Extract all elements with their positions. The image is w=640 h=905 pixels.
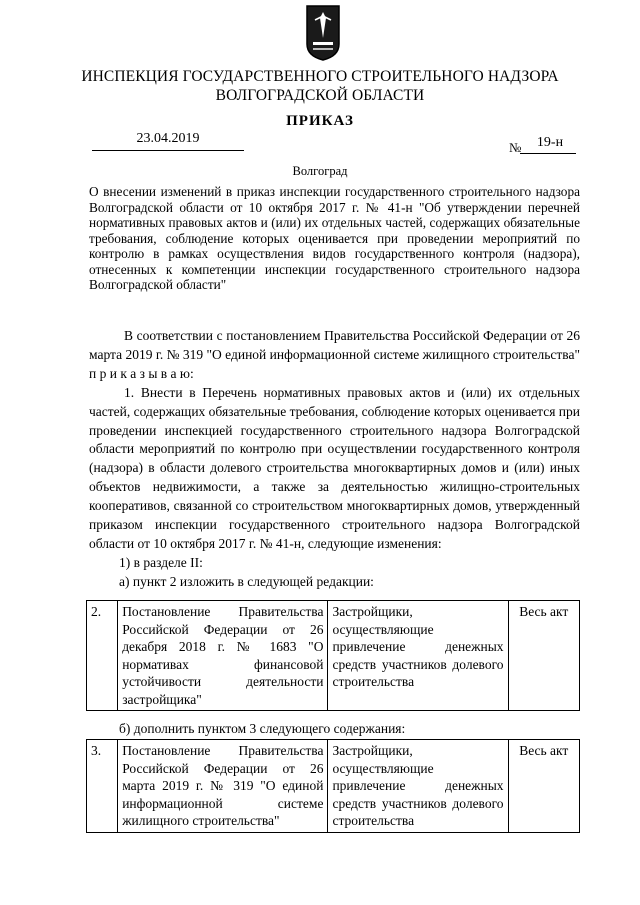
document-number: 19-н [536, 135, 564, 150]
document-city: Волгоград [292, 164, 348, 178]
table-row [87, 601, 580, 711]
number-underline [520, 153, 576, 154]
table-row [87, 740, 580, 833]
document-subject [89, 184, 580, 293]
table-item-2 [86, 600, 580, 711]
preamble-paragraph: В соответствии с постановлением Правительства Российской Федерации от 26 марта 2019 г. № 319 "О единой информационной системе жилищного строительства" п р и к а з ы в а ю: [89, 328, 580, 381]
subitem-1-paragraph: 1) в разделе II: [119, 554, 203, 570]
scope-cell: Весь акт [508, 740, 579, 833]
item-1-paragraph: 1. Внести в Перечень нормативных правовых актов и (или) их отдельных частей, содержащих обязательные требования, соблюдение которых оценивается при проведении инспекцией государственного строительного надзора Волгоградской области мероприятий по контролю при осуществлении государственного контроля (надзора) в области долевого строительства многоквартирных домов и (или) иных объектов недвижимости, а также за деятельностью жилищно-строительных кооперативов, связанной со строительством многоквартирных домов, утвержденный приказом инспекции государственного строительного надзора Волгоградской области от 10 октября 2017 г. № 41-н, следующие изменения: [89, 384, 580, 551]
organization-line-2: ВОЛГОГРАДСКОЙ ОБЛАСТИ [215, 87, 425, 104]
act-cell: Постановление Правительства Российской Федерации от 26 декабря 2018 г. № 1683 "О нормативах финансовой устойчивости деятельности застройщика" [118, 601, 328, 711]
document-type: ПРИКАЗ [286, 113, 354, 129]
document-body [89, 327, 580, 592]
subjects-cell: Застройщики, осуществляющие привлечение денежных средств участников долевого строительства [328, 601, 508, 711]
subject-text: О внесении изменений в приказ инспекции государственного строительного надзора Волгоградской области от 10 октября 2017 г. № 41-н "Об утверждении перечней нормативных правовых актов и (или) их отдельных частей, содержащих обязательные требования, соблюдение которых оценивается при проведении мероприятий по контролю в рамках осуществления видов государственного контроля (надзора), отнесенных к компетенции инспекции государственного строительного надзора Волгоградской области" [89, 184, 580, 292]
subjects-cell: Застройщики, осуществляющие привлечение денежных средств участников долевого строительства [328, 740, 508, 833]
row-number-cell: 3. [87, 740, 118, 833]
subitem-a-paragraph: а) пункт 2 изложить в следующей редакции: [119, 573, 374, 589]
organization-name [60, 67, 580, 105]
coat-of-arms-icon [305, 4, 341, 62]
document-date: 23.04.2019 [92, 131, 244, 151]
subitem-b-paragraph: б) дополнить пунктом 3 следующего содержания: [119, 721, 406, 736]
organization-line-1: ИНСПЕКЦИЯ ГОСУДАРСТВЕННОГО СТРОИТЕЛЬНОГО НАДЗОРА [81, 68, 559, 85]
row-number-cell: 2. [87, 601, 118, 711]
act-cell: Постановление Правительства Российской Федерации от 26 марта 2019 г. № 319 "О единой информационной системе жилищного строительства" [118, 740, 328, 833]
scope-cell: Весь акт [508, 601, 579, 711]
number-label: № [509, 140, 522, 155]
table-item-3 [86, 739, 580, 833]
